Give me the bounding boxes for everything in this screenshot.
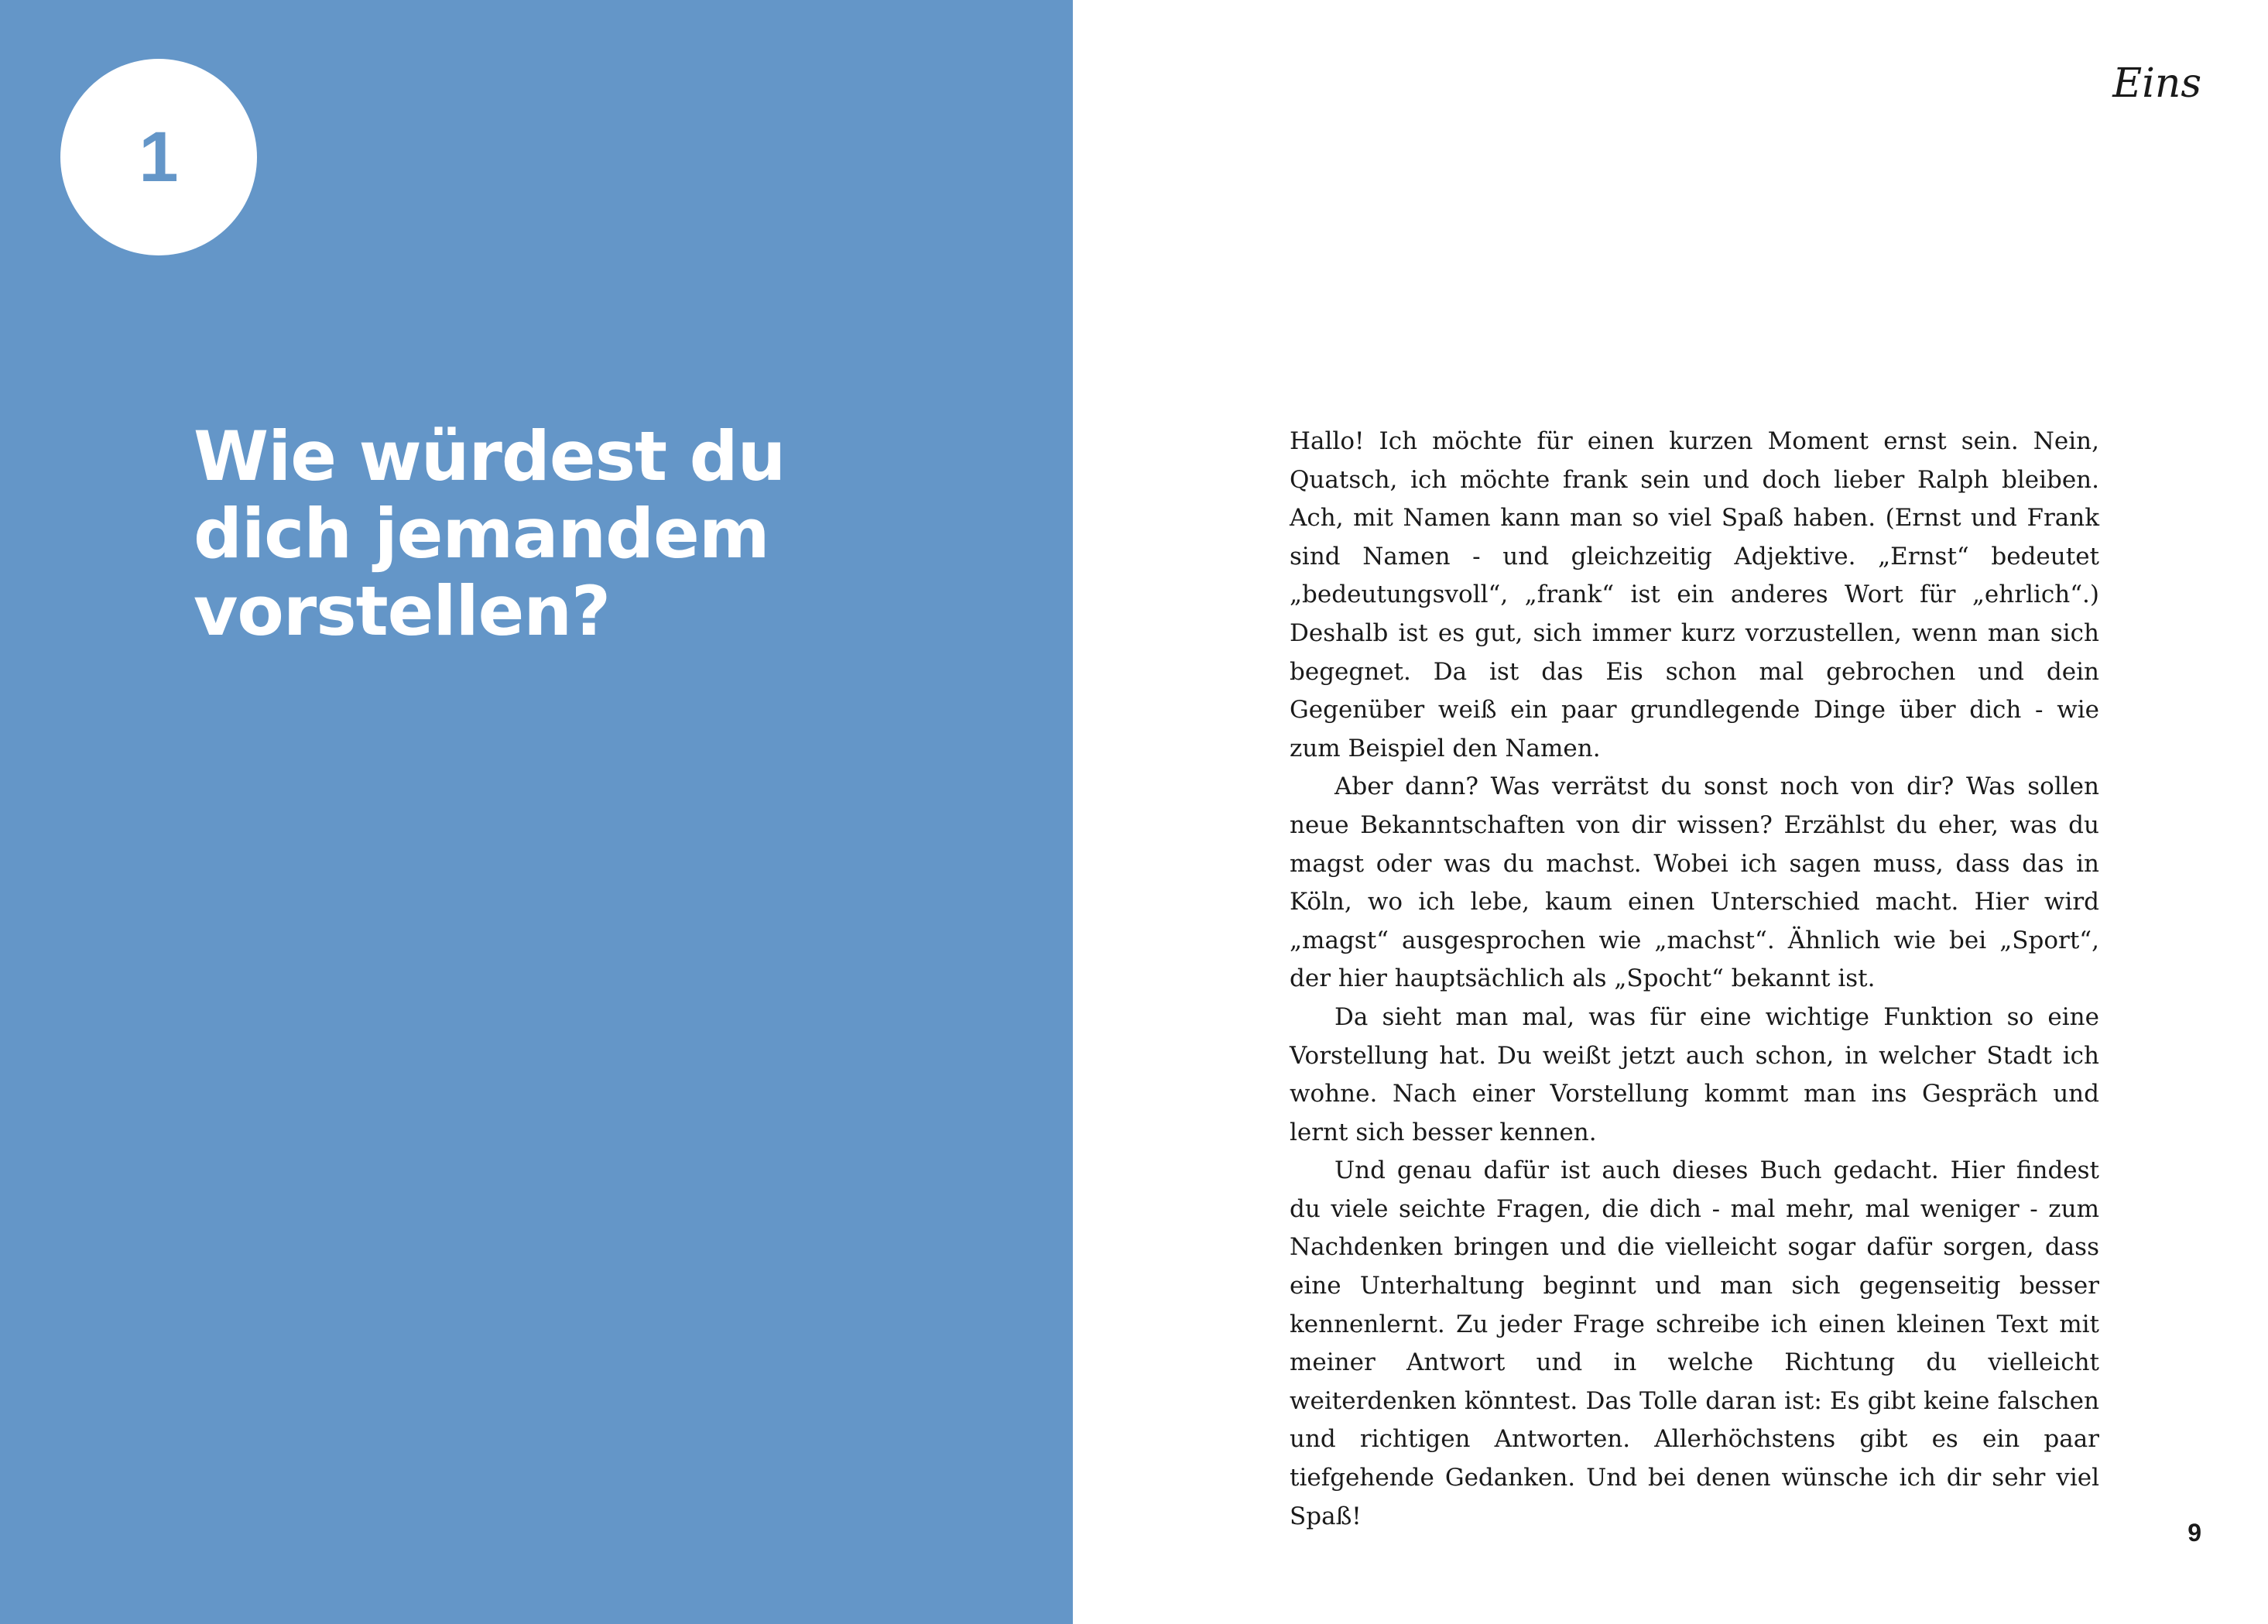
paragraph-questions: Aber dann? Was verrätst du sonst noch von dir? Was sollen neue Bekanntschaften von dir wissen? Erzählst du eher, was du magst oder was du machst. Wobei ich sagen muss, dass das in Köln, wo ich lebe, kaum einen Unterschied macht. Hier wird „magst“ ausgesprochen wie „machst“. Ähnlich wie bei „Sport“, der hier hauptsächlich als „Spocht“ bekannt ist.	[1290, 773, 2099, 993]
running-header-chapter-label: Eins	[2112, 60, 2201, 107]
paragraph-intro: Hallo! Ich möchte für einen kurzen Moment ernst sein. Nein, Quatsch, ich möchte frank sein und doch lieber Ralph bleiben. Ach, mit Namen kann man so viel Spaß haben. (Ernst und Frank sind Namen - und gleichzeitig Adjektive. „Ernst“ bedeutet „bedeutungsvoll“, „frank“ ist ein anderes Wort für „ehrlich“.) Deshalb ist es gut, sich immer kurz vorzustellen, wenn man sich begegnet. Da ist das Eis schon mal gebrochen und dein Gegenüber weiß ein paar grundlegende Dinge über dich - wie zum Beispiel den Namen.	[1290, 427, 2099, 762]
left-page-chapter-opener	[0, 0, 1073, 1624]
body-text	[1290, 423, 2099, 1536]
page-number: 9	[2187, 1519, 2201, 1547]
right-page-text	[1073, 0, 2268, 1624]
chapter-number-badge	[60, 59, 257, 255]
chapter-question-title: Wie würdest du dich jemandem vorstellen?	[194, 416, 786, 651]
chapter-number: 1	[139, 118, 179, 197]
paragraph-function: Da sieht man mal, was für eine wichtige Funktion so eine Vorstellung hat. Du weißt jetzt auch schon, in welcher Stadt ich wohne. Nach einer Vorstellung kommt man ins Gespräch und lernt sich besser kennen.	[1290, 1002, 2099, 1146]
paragraph-book-purpose: Und genau dafür ist auch dieses Buch gedacht. Hier findest du viele seichte Fragen, die dich - mal mehr, mal weniger - zum Nachdenken bringen und die vielleicht sogar dafür sorgen, dass eine Unterhaltung beginnt und man sich gegenseitig besser kennenlernt. Zu jeder Frage schreibe ich einen kleinen Text mit meiner Antwort und in welche Richtung du vielleicht weiterdenken könntest. Das Tolle daran ist: Es gibt keine falschen und richtigen Antworten. Allerhöchstens gibt es ein paar tiefgehende Gedanken. Und bei denen wünsche ich dir sehr viel Spaß!	[1290, 1156, 2099, 1530]
